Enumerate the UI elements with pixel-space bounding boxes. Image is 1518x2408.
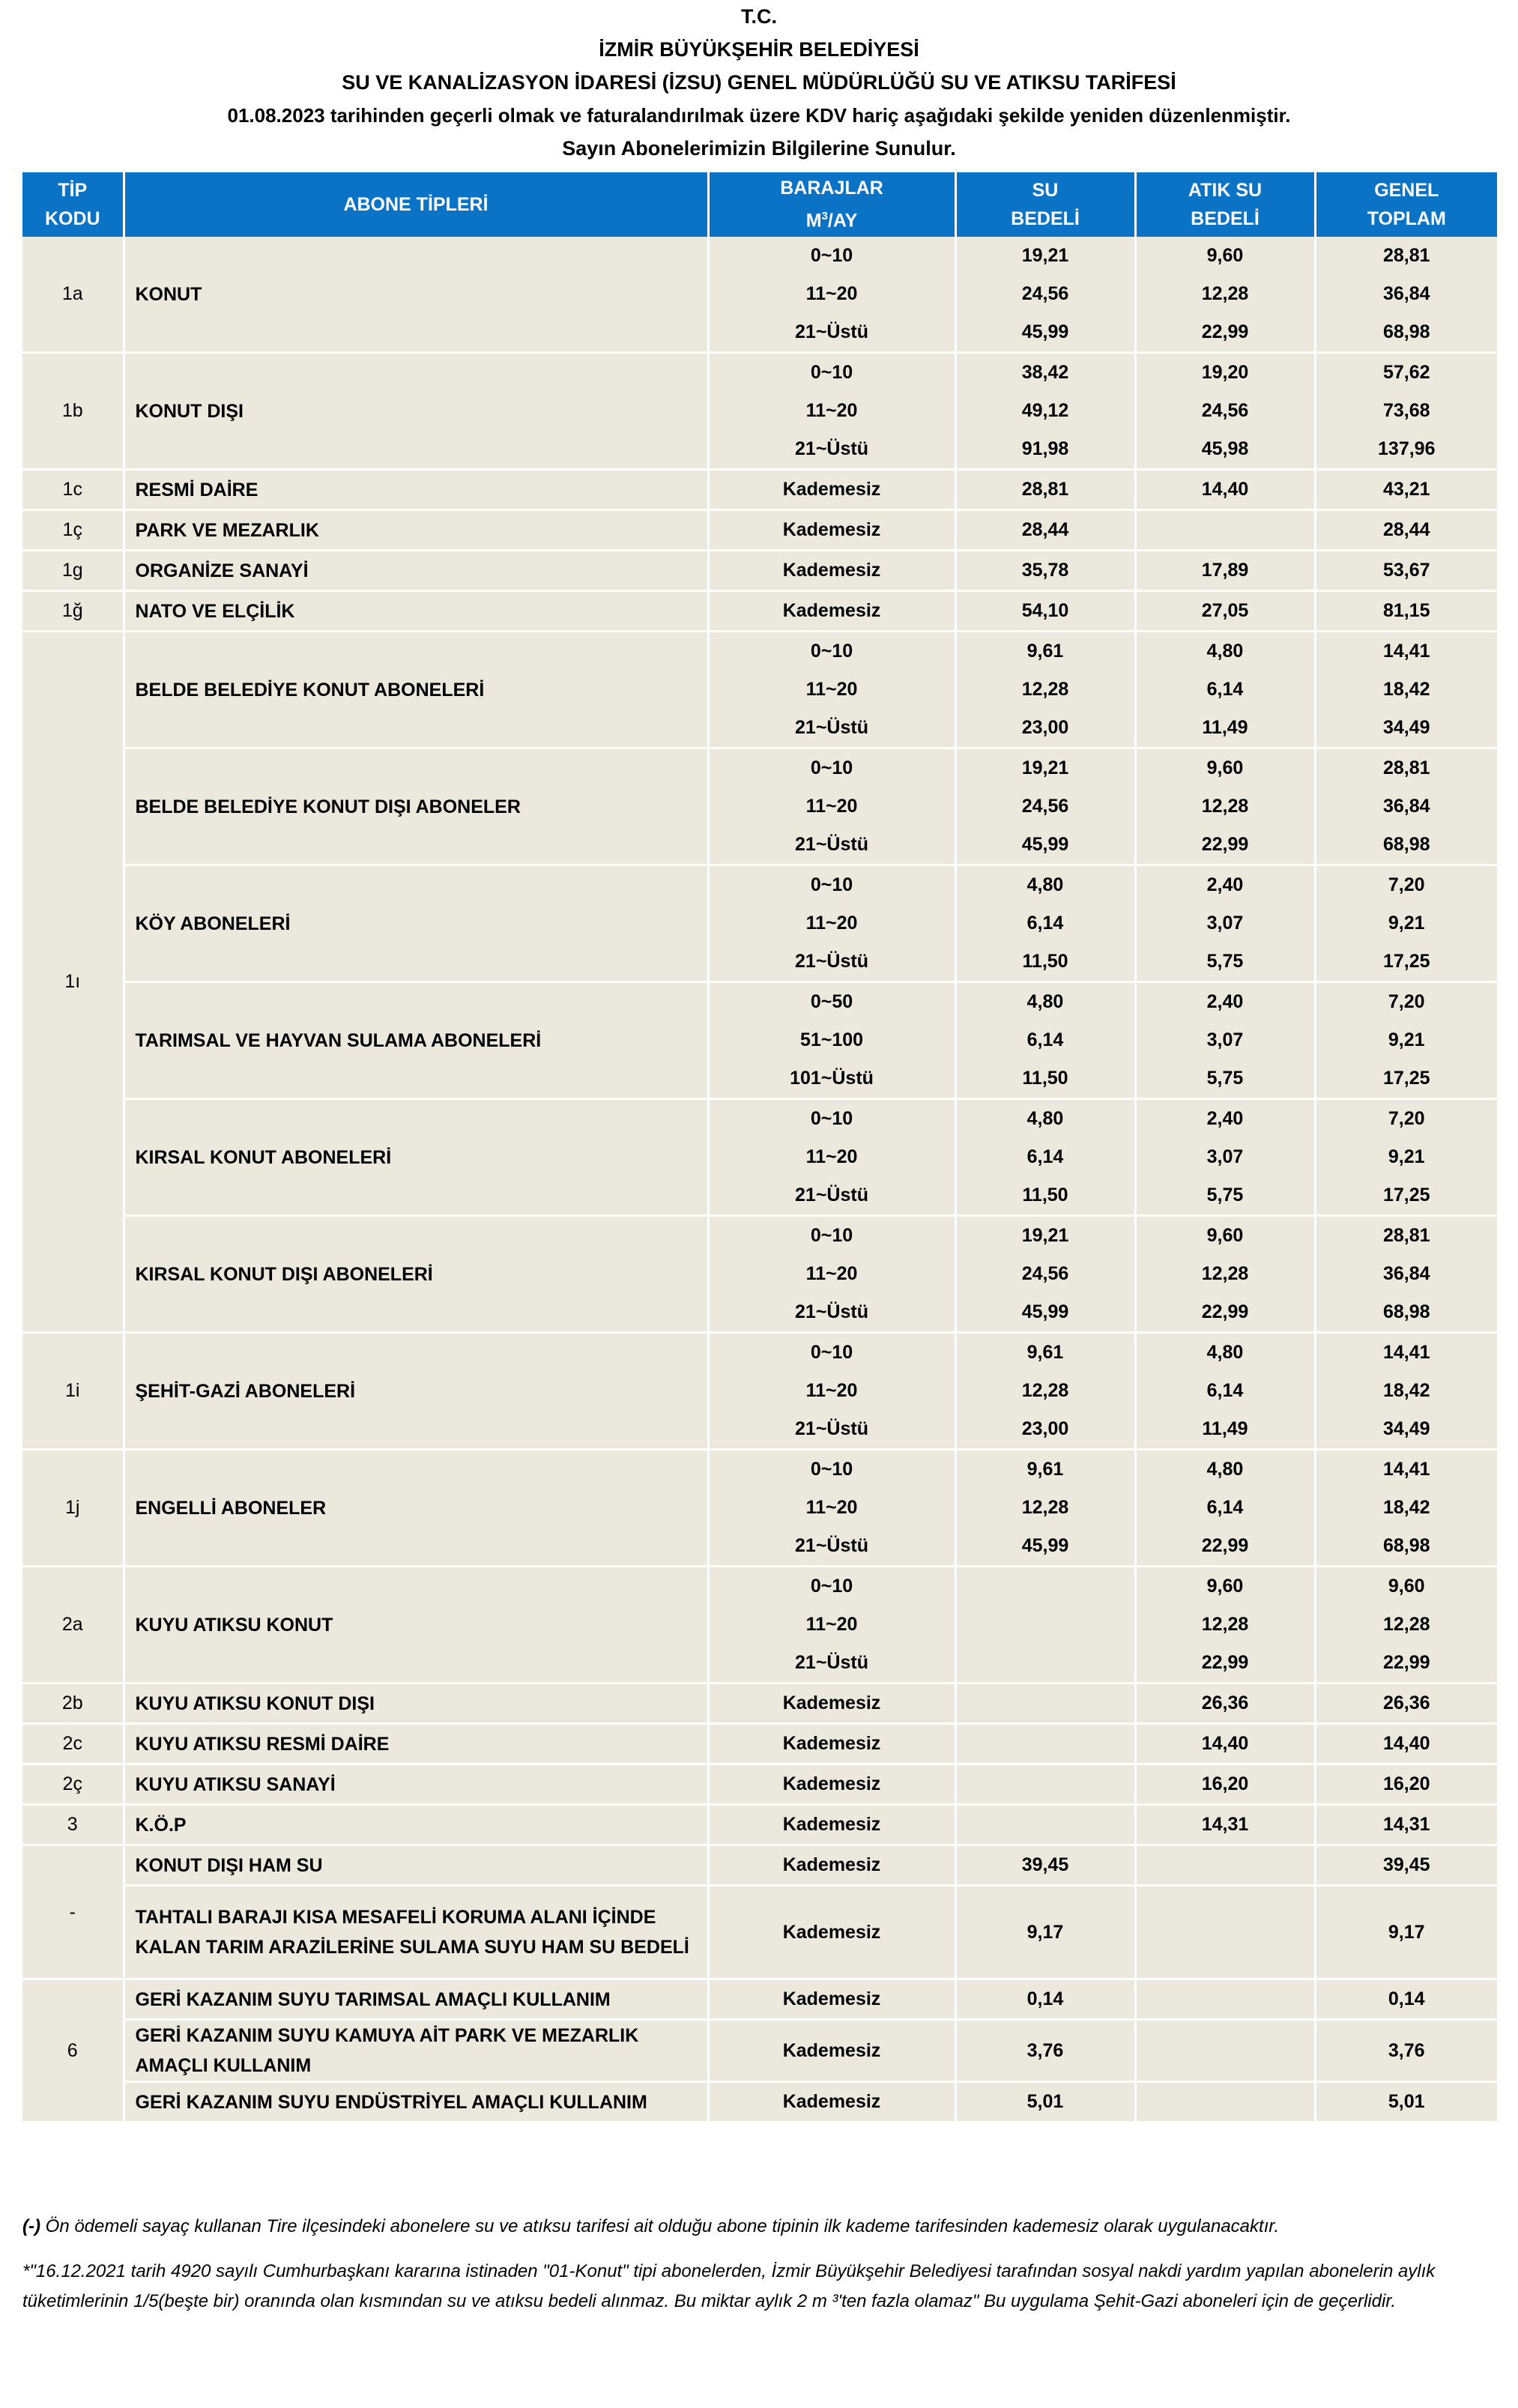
- su-bedeli-cell: [955, 1644, 1135, 1684]
- su-bedeli-cell: 6,14: [955, 1138, 1135, 1176]
- atik-su-bedeli-cell: 22,99: [1135, 826, 1315, 865]
- tariff-row: [22, 470, 1497, 510]
- tariff-row: [22, 1886, 1497, 1979]
- tip-kodu-cell: 1i: [22, 1333, 124, 1450]
- genel-toplam-cell: 12,28: [1315, 1606, 1497, 1644]
- atik-su-bedeli-cell: 6,14: [1135, 1372, 1315, 1410]
- abone-tipi-cell: GERİ KAZANIM SUYU KAMUYA AİT PARK VE MEZARLIK AMAÇLI KULLANIM: [124, 2020, 708, 2082]
- genel-toplam-cell: 68,98: [1315, 313, 1497, 353]
- tariff-row: [22, 237, 1497, 275]
- tariff-row: [22, 748, 1497, 788]
- atik-su-bedeli-cell: 24,56: [1135, 392, 1315, 430]
- atik-su-bedeli-cell: 17,89: [1135, 551, 1315, 591]
- genel-toplam-cell: 14,31: [1315, 1805, 1497, 1845]
- baraj-cell: 21~Üstü: [708, 943, 955, 982]
- genel-toplam-cell: 17,25: [1315, 943, 1497, 982]
- genel-toplam-cell: 28,44: [1315, 510, 1497, 551]
- genel-toplam-cell: 36,84: [1315, 787, 1497, 826]
- atik-su-bedeli-cell: 16,20: [1135, 1764, 1315, 1805]
- su-bedeli-cell: 9,61: [955, 632, 1135, 671]
- tip-kodu-cell: 6: [22, 1979, 124, 2123]
- tip-kodu-cell: 1c: [22, 470, 124, 510]
- baraj-cell: 0~10: [708, 748, 955, 788]
- atik-su-bedeli-cell: 11,49: [1135, 1410, 1315, 1450]
- baraj-cell: 0~10: [708, 865, 955, 905]
- genel-toplam-cell: 9,17: [1315, 1886, 1497, 1979]
- atik-su-bedeli-cell: 12,28: [1135, 1606, 1315, 1644]
- footnote-prepaid-meter: (-) Ön ödemeli sayaç kullanan Tire ilçesindeki abonelere su ve atıksu tarifesi ait olduğu abone tipinin ilk kademe tarifesinden kademesiz olarak uygulanacaktır.: [22, 2216, 1280, 2236]
- genel-toplam-cell: 28,81: [1315, 237, 1497, 275]
- genel-toplam-cell: 7,20: [1315, 1099, 1497, 1139]
- genel-toplam-cell: 3,76: [1315, 2020, 1497, 2082]
- su-bedeli-cell: 12,28: [955, 1489, 1135, 1527]
- atik-su-bedeli-cell: [1135, 1886, 1315, 1979]
- genel-toplam-cell: 7,20: [1315, 982, 1497, 1022]
- atik-su-bedeli-cell: 9,60: [1135, 1216, 1315, 1256]
- abone-tipi-cell: GERİ KAZANIM SUYU TARIMSAL AMAÇLI KULLANIM: [124, 1979, 708, 2020]
- su-bedeli-cell: 9,61: [955, 1450, 1135, 1489]
- baraj-cell: 21~Üstü: [708, 1644, 955, 1684]
- baraj-cell: 21~Üstü: [708, 430, 955, 470]
- header-tc: T.C.: [740, 5, 777, 28]
- su-bedeli-cell: 19,21: [955, 1216, 1135, 1256]
- abone-tipi-cell: KUYU ATIKSU KONUT: [124, 1567, 708, 1684]
- atik-su-bedeli-cell: 22,99: [1135, 313, 1315, 353]
- atik-su-bedeli-cell: [1135, 2020, 1315, 2082]
- baraj-cell: 0~10: [708, 1099, 955, 1139]
- genel-toplam-cell: 28,81: [1315, 1216, 1497, 1256]
- tip-kodu-cell: 1ı: [22, 632, 124, 1333]
- atik-su-bedeli-cell: 12,28: [1135, 275, 1315, 313]
- su-bedeli-cell: 4,80: [955, 982, 1135, 1022]
- su-bedeli-cell: 4,80: [955, 1099, 1135, 1139]
- abone-tipi-cell: BELDE BELEDİYE KONUT DIŞI ABONELER: [124, 748, 708, 865]
- abone-tipi-cell: ŞEHİT-GAZİ ABONELERİ: [124, 1333, 708, 1450]
- su-bedeli-cell: 9,61: [955, 1333, 1135, 1373]
- atik-su-bedeli-cell: 22,99: [1135, 1293, 1315, 1333]
- atik-su-bedeli-cell: 12,28: [1135, 787, 1315, 826]
- atik-su-bedeli-cell: 3,07: [1135, 904, 1315, 943]
- abone-tipi-cell: BELDE BELEDİYE KONUT ABONELERİ: [124, 632, 708, 748]
- su-bedeli-cell: 11,50: [955, 1059, 1135, 1099]
- tariff-row: [22, 1216, 1497, 1256]
- col-header-tip-kodu: TİP KODU: [22, 172, 124, 237]
- su-bedeli-cell: 6,14: [955, 904, 1135, 943]
- abone-tipi-cell: RESMİ DAİRE: [124, 470, 708, 510]
- baraj-cell: 11~20: [708, 671, 955, 709]
- su-bedeli-cell: 6,14: [955, 1021, 1135, 1059]
- genel-toplam-cell: 9,60: [1315, 1567, 1497, 1606]
- baraj-cell: 0~10: [708, 1216, 955, 1256]
- tariff-row: [22, 865, 1497, 905]
- atik-su-bedeli-cell: 9,60: [1135, 237, 1315, 275]
- su-bedeli-cell: 24,56: [955, 275, 1135, 313]
- abone-tipi-cell: ENGELLİ ABONELER: [124, 1450, 708, 1567]
- su-bedeli-cell: 19,21: [955, 748, 1135, 788]
- genel-toplam-cell: 26,36: [1315, 1684, 1497, 1724]
- genel-toplam-cell: 68,98: [1315, 1527, 1497, 1567]
- atik-su-bedeli-cell: 6,14: [1135, 671, 1315, 709]
- col-header-abone-tipleri: ABONE TİPLERİ: [124, 172, 708, 237]
- header-notice: Sayın Abonelerimizin Bilgilerine Sunulur.: [562, 137, 956, 160]
- su-bedeli-cell: 23,00: [955, 1410, 1135, 1450]
- baraj-cell: 21~Üstü: [708, 1410, 955, 1450]
- genel-toplam-cell: 14,41: [1315, 632, 1497, 671]
- baraj-cell: 101~Üstü: [708, 1059, 955, 1099]
- genel-toplam-cell: 39,45: [1315, 1845, 1497, 1886]
- su-bedeli-cell: 45,99: [955, 1527, 1135, 1567]
- su-bedeli-cell: 19,21: [955, 237, 1135, 275]
- su-bedeli-cell: 5,01: [955, 2082, 1135, 2123]
- abone-tipi-cell: TAHTALI BARAJI KISA MESAFELİ KORUMA ALANI İÇİNDE KALAN TARIM ARAZİLERİNE SULAMA SUYU HAM SU BEDELİ: [124, 1886, 708, 1979]
- atik-su-bedeli-cell: 27,05: [1135, 591, 1315, 632]
- atik-su-bedeli-cell: 5,75: [1135, 1059, 1315, 1099]
- atik-su-bedeli-cell: 2,40: [1135, 865, 1315, 905]
- atik-su-bedeli-cell: 6,14: [1135, 1489, 1315, 1527]
- atik-su-bedeli-cell: 14,40: [1135, 1724, 1315, 1764]
- atik-su-bedeli-cell: 5,75: [1135, 1176, 1315, 1216]
- su-bedeli-cell: 39,45: [955, 1845, 1135, 1886]
- baraj-cell: 21~Üstü: [708, 313, 955, 353]
- su-bedeli-cell: 45,99: [955, 826, 1135, 865]
- baraj-cell: 11~20: [708, 904, 955, 943]
- su-bedeli-cell: [955, 1567, 1135, 1606]
- baraj-cell: Kademesiz: [708, 1805, 955, 1845]
- baraj-cell: 21~Üstü: [708, 709, 955, 748]
- baraj-cell: 0~10: [708, 353, 955, 393]
- genel-toplam-cell: 28,81: [1315, 748, 1497, 788]
- tip-kodu-cell: -: [22, 1845, 124, 1979]
- su-bedeli-cell: 24,56: [955, 1255, 1135, 1293]
- genel-toplam-cell: 9,21: [1315, 1138, 1497, 1176]
- genel-toplam-cell: 18,42: [1315, 671, 1497, 709]
- atik-su-bedeli-cell: 26,36: [1135, 1684, 1315, 1724]
- tariff-row: [22, 1333, 1497, 1373]
- su-bedeli-cell: [955, 1724, 1135, 1764]
- atik-su-bedeli-cell: 4,80: [1135, 1333, 1315, 1373]
- su-bedeli-cell: 24,56: [955, 787, 1135, 826]
- atik-su-bedeli-cell: [1135, 1845, 1315, 1886]
- atik-su-bedeli-cell: 9,60: [1135, 1567, 1315, 1606]
- baraj-cell: Kademesiz: [708, 1724, 955, 1764]
- abone-tipi-cell: KIRSAL KONUT DIŞI ABONELERİ: [124, 1216, 708, 1333]
- baraj-cell: 21~Üstü: [708, 1176, 955, 1216]
- table-header-row: [22, 172, 1497, 237]
- su-bedeli-cell: 12,28: [955, 1372, 1135, 1410]
- baraj-cell: 21~Üstü: [708, 826, 955, 865]
- tariff-row: [22, 591, 1497, 632]
- genel-toplam-cell: 43,21: [1315, 470, 1497, 510]
- su-bedeli-cell: [955, 1684, 1135, 1724]
- tip-kodu-cell: 2ç: [22, 1764, 124, 1805]
- genel-toplam-cell: 73,68: [1315, 392, 1497, 430]
- su-bedeli-cell: 9,17: [955, 1886, 1135, 1979]
- atik-su-bedeli-cell: 5,75: [1135, 943, 1315, 982]
- baraj-cell: 0~10: [708, 1333, 955, 1373]
- baraj-cell: Kademesiz: [708, 2082, 955, 2123]
- baraj-cell: 0~10: [708, 1450, 955, 1489]
- baraj-cell: Kademesiz: [708, 2020, 955, 2082]
- tip-kodu-cell: 1g: [22, 551, 124, 591]
- abone-tipi-cell: K.Ö.P: [124, 1805, 708, 1845]
- su-bedeli-cell: 3,76: [955, 2020, 1135, 2082]
- su-bedeli-cell: 23,00: [955, 709, 1135, 748]
- baraj-cell: 0~10: [708, 632, 955, 671]
- col-header-genel-toplam: GENEL TOPLAM: [1315, 172, 1497, 237]
- tariff-row: [22, 2020, 1497, 2082]
- document-header: [0, 0, 1518, 165]
- baraj-cell: Kademesiz: [708, 591, 955, 632]
- su-bedeli-cell: [955, 1764, 1135, 1805]
- tip-kodu-cell: 3: [22, 1805, 124, 1845]
- baraj-cell: 11~20: [708, 1606, 955, 1644]
- baraj-cell: 0~50: [708, 982, 955, 1022]
- baraj-cell: 0~10: [708, 1567, 955, 1606]
- atik-su-bedeli-cell: 3,07: [1135, 1138, 1315, 1176]
- genel-toplam-cell: 68,98: [1315, 1293, 1497, 1333]
- baraj-cell: 11~20: [708, 275, 955, 313]
- baraj-cell: Kademesiz: [708, 1845, 955, 1886]
- su-bedeli-cell: [955, 1805, 1135, 1845]
- footnote-social-aid: *"16.12.2021 tarih 4920 sayılı Cumhurbaşkanı kararına istinaden "01-Konut" tipi abonelerden, İzmir Büyükşehir Belediyesi tarafından sosyal nakdi yardım yapılan abonelerin aylık tüketimlerinin 1/5(beşte bir) oranında olan kısmından su ve atıksu bedeli alınmaz. Bu miktar aylık 2 m ³'ten fazla olamaz" Bu uygulama Şehit-Gazi aboneleri için de geçerlidir.: [22, 2261, 1436, 2311]
- su-bedeli-cell: 35,78: [955, 551, 1135, 591]
- abone-tipi-cell: KIRSAL KONUT ABONELERİ: [124, 1099, 708, 1216]
- tariff-row: [22, 1450, 1497, 1489]
- genel-toplam-cell: 9,21: [1315, 904, 1497, 943]
- tariff-row: [22, 982, 1497, 1022]
- atik-su-bedeli-cell: 4,80: [1135, 632, 1315, 671]
- su-bedeli-cell: 28,44: [955, 510, 1135, 551]
- su-bedeli-cell: 45,99: [955, 313, 1135, 353]
- baraj-cell: 0~10: [708, 237, 955, 275]
- atik-su-bedeli-cell: 22,99: [1135, 1644, 1315, 1684]
- genel-toplam-cell: 14,41: [1315, 1333, 1497, 1373]
- baraj-cell: 11~20: [708, 1372, 955, 1410]
- col-header-atik-su-bedeli: ATIK SU BEDELİ: [1135, 172, 1315, 237]
- genel-toplam-cell: 36,84: [1315, 1255, 1497, 1293]
- baraj-cell: 11~20: [708, 1138, 955, 1176]
- genel-toplam-cell: 7,20: [1315, 865, 1497, 905]
- baraj-cell: Kademesiz: [708, 510, 955, 551]
- atik-su-bedeli-cell: 14,31: [1135, 1805, 1315, 1845]
- genel-toplam-cell: 0,14: [1315, 1979, 1497, 2020]
- col-header-su-bedeli: SU BEDELİ: [955, 172, 1135, 237]
- atik-su-bedeli-cell: 12,28: [1135, 1255, 1315, 1293]
- genel-toplam-cell: 17,25: [1315, 1176, 1497, 1216]
- abone-tipi-cell: KONUT: [124, 237, 708, 353]
- tariff-row: [22, 1099, 1497, 1139]
- atik-su-bedeli-cell: 11,49: [1135, 709, 1315, 748]
- tariff-row: [22, 1764, 1497, 1805]
- genel-toplam-cell: 18,42: [1315, 1489, 1497, 1527]
- baraj-cell: 51~100: [708, 1021, 955, 1059]
- genel-toplam-cell: 34,49: [1315, 1410, 1497, 1450]
- su-bedeli-cell: 91,98: [955, 430, 1135, 470]
- tariff-row: [22, 632, 1497, 671]
- genel-toplam-cell: 34,49: [1315, 709, 1497, 748]
- genel-toplam-cell: 137,96: [1315, 430, 1497, 470]
- col-header-barajlar: BARAJLAR $M^3/AY$: [708, 172, 955, 237]
- tariff-row: [22, 353, 1497, 393]
- abone-tipi-cell: PARK VE MEZARLIK: [124, 510, 708, 551]
- atik-su-bedeli-cell: [1135, 1979, 1315, 2020]
- tip-kodu-cell: 2b: [22, 1684, 124, 1724]
- baraj-cell: Kademesiz: [708, 1886, 955, 1979]
- baraj-cell: 11~20: [708, 392, 955, 430]
- genel-toplam-cell: 16,20: [1315, 1764, 1497, 1805]
- baraj-cell: 21~Üstü: [708, 1527, 955, 1567]
- tariff-row: [22, 510, 1497, 551]
- tariff-row: [22, 2082, 1497, 2123]
- baraj-cell: 11~20: [708, 1255, 955, 1293]
- su-bedeli-cell: 38,42: [955, 353, 1135, 393]
- tariff-row: [22, 1567, 1497, 1606]
- tip-kodu-cell: 1ç: [22, 510, 124, 551]
- genel-toplam-cell: 5,01: [1315, 2082, 1497, 2123]
- atik-su-bedeli-cell: 45,98: [1135, 430, 1315, 470]
- su-bedeli-cell: 28,81: [955, 470, 1135, 510]
- tip-kodu-cell: 1a: [22, 237, 124, 353]
- su-bedeli-cell: 4,80: [955, 865, 1135, 905]
- tariff-row: [22, 1979, 1497, 2020]
- abone-tipi-cell: KONUT DIŞI HAM SU: [124, 1845, 708, 1886]
- abone-tipi-cell: KONUT DIŞI: [124, 353, 708, 470]
- genel-toplam-cell: 53,67: [1315, 551, 1497, 591]
- tip-kodu-cell: 2c: [22, 1724, 124, 1764]
- atik-su-bedeli-cell: 4,80: [1135, 1450, 1315, 1489]
- atik-su-bedeli-cell: 9,60: [1135, 748, 1315, 788]
- genel-toplam-cell: 17,25: [1315, 1059, 1497, 1099]
- tariff-table: [22, 172, 1497, 2123]
- su-bedeli-cell: 12,28: [955, 671, 1135, 709]
- genel-toplam-cell: 36,84: [1315, 275, 1497, 313]
- baraj-cell: 21~Üstü: [708, 1293, 955, 1333]
- tariff-row: [22, 551, 1497, 591]
- genel-toplam-cell: 14,40: [1315, 1724, 1497, 1764]
- abone-tipi-cell: NATO VE ELÇİLİK: [124, 591, 708, 632]
- header-effective-date: 01.08.2023 tarihinden geçerli olmak ve faturalandırılmak üzere KDV hariç aşağıdaki şekilde yeniden düzenlenmiştir.: [227, 104, 1291, 127]
- abone-tipi-cell: KÖY ABONELERİ: [124, 865, 708, 982]
- atik-su-bedeli-cell: 3,07: [1135, 1021, 1315, 1059]
- baraj-cell: Kademesiz: [708, 1764, 955, 1805]
- atik-su-bedeli-cell: 2,40: [1135, 982, 1315, 1022]
- header-municipality: İZMİR BÜYÜKŞEHİR BELEDİYESİ: [599, 38, 919, 61]
- tariff-row: [22, 1684, 1497, 1724]
- tariff-row: [22, 1845, 1497, 1886]
- tip-kodu-cell: 2a: [22, 1567, 124, 1684]
- abone-tipi-cell: KUYU ATIKSU SANAYİ: [124, 1764, 708, 1805]
- su-bedeli-cell: 49,12: [955, 392, 1135, 430]
- baraj-cell: Kademesiz: [708, 1684, 955, 1724]
- tip-kodu-cell: 1b: [22, 353, 124, 470]
- genel-toplam-cell: 57,62: [1315, 353, 1497, 393]
- baraj-cell: 11~20: [708, 1489, 955, 1527]
- su-bedeli-cell: 45,99: [955, 1293, 1135, 1333]
- su-bedeli-cell: 0,14: [955, 1979, 1135, 2020]
- header-institution: SU VE KANALİZASYON İDARESİ (İZSU) GENEL MÜDÜRLÜĞÜ SU VE ATIKSU TARİFESİ: [342, 71, 1176, 94]
- tariff-row: [22, 1805, 1497, 1845]
- tip-kodu-cell: 1j: [22, 1450, 124, 1567]
- abone-tipi-cell: TARIMSAL VE HAYVAN SULAMA ABONELERİ: [124, 982, 708, 1099]
- genel-toplam-cell: 68,98: [1315, 826, 1497, 865]
- genel-toplam-cell: 9,21: [1315, 1021, 1497, 1059]
- abone-tipi-cell: KUYU ATIKSU RESMİ DAİRE: [124, 1724, 708, 1764]
- genel-toplam-cell: 18,42: [1315, 1372, 1497, 1410]
- tip-kodu-cell: 1ğ: [22, 591, 124, 632]
- baraj-cell: Kademesiz: [708, 551, 955, 591]
- table-body: [22, 237, 1497, 2123]
- genel-toplam-cell: 22,99: [1315, 1644, 1497, 1684]
- su-bedeli-cell: 54,10: [955, 591, 1135, 632]
- atik-su-bedeli-cell: 19,20: [1135, 353, 1315, 393]
- atik-su-bedeli-cell: [1135, 2082, 1315, 2123]
- baraj-cell: Kademesiz: [708, 1979, 955, 2020]
- atik-su-bedeli-cell: 14,40: [1135, 470, 1315, 510]
- su-bedeli-cell: 11,50: [955, 943, 1135, 982]
- genel-toplam-cell: 14,41: [1315, 1450, 1497, 1489]
- genel-toplam-cell: 81,15: [1315, 591, 1497, 632]
- footnotes: [22, 2212, 1491, 2332]
- su-bedeli-cell: 11,50: [955, 1176, 1135, 1216]
- tariff-row: [22, 1724, 1497, 1764]
- abone-tipi-cell: GERİ KAZANIM SUYU ENDÜSTRİYEL AMAÇLI KULLANIM: [124, 2082, 708, 2123]
- su-bedeli-cell: [955, 1606, 1135, 1644]
- abone-tipi-cell: ORGANİZE SANAYİ: [124, 551, 708, 591]
- atik-su-bedeli-cell: 22,99: [1135, 1527, 1315, 1567]
- baraj-cell: 11~20: [708, 787, 955, 826]
- baraj-cell: Kademesiz: [708, 470, 955, 510]
- atik-su-bedeli-cell: [1135, 510, 1315, 551]
- abone-tipi-cell: KUYU ATIKSU KONUT DIŞI: [124, 1684, 708, 1724]
- atik-su-bedeli-cell: 2,40: [1135, 1099, 1315, 1139]
